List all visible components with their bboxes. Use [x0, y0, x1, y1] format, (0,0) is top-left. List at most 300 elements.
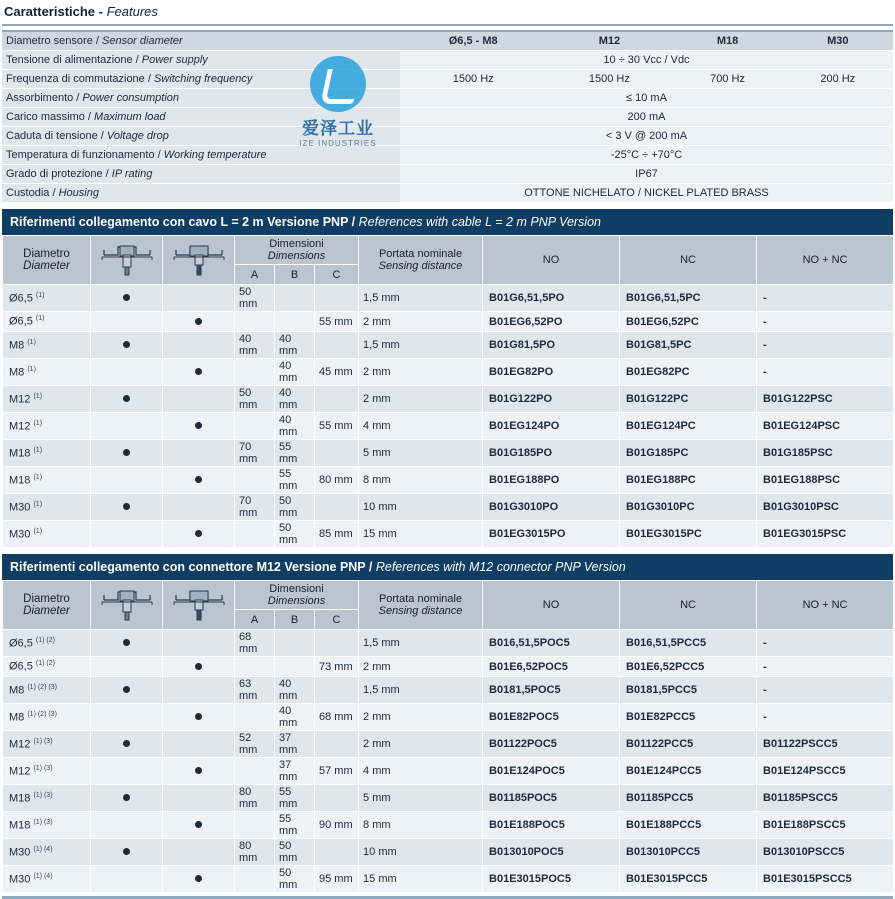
row-dim-b [275, 312, 315, 332]
row-diameter: M18 $^{(1)}$ [3, 467, 91, 494]
row-type-1 [91, 704, 163, 731]
row-code-nc: B01EG188PC [620, 467, 757, 494]
features-row [2, 89, 893, 108]
table-row [3, 467, 894, 494]
row-code-no: B01E82POC5 [483, 704, 620, 731]
row-code-no-nc: B01G122PSC [757, 386, 894, 413]
table-row [3, 332, 894, 359]
row-code-nc: B01EG82PC [620, 359, 757, 386]
sensor-pictogram-angled [172, 241, 226, 279]
row-dim-a [235, 758, 275, 785]
row-dim-b [275, 285, 315, 312]
row-dim-c: 55 mm [315, 413, 359, 440]
row-dim-a [235, 521, 275, 548]
features-table [2, 30, 893, 203]
row-sensing-distance: 15 mm [359, 866, 483, 893]
table-row [3, 359, 894, 386]
row-type-1 [91, 785, 163, 812]
row-dim-b: 50 mm [275, 866, 315, 893]
row-code-nc: B01185PCC5 [620, 785, 757, 812]
row-diameter: Ø6,5 $^{(1)}$ [3, 285, 91, 312]
row-dim-b: 50 mm [275, 494, 315, 521]
features-row [2, 51, 893, 70]
row-dim-b: 37 mm [275, 731, 315, 758]
row-sensing-distance: 10 mm [359, 839, 483, 866]
features-header-col-1: M12 [546, 32, 672, 51]
reference-table [2, 580, 894, 893]
row-dim-c: 57 mm [315, 758, 359, 785]
page-title [0, 0, 895, 24]
row-dim-a [235, 812, 275, 839]
row-type-1 [91, 285, 163, 312]
table-row [3, 785, 894, 812]
row-code-no-nc: B01G185PSC [757, 440, 894, 467]
row-dim-c [315, 630, 359, 657]
row-footnote: (1) (3) [33, 764, 53, 772]
row-dim-a: 50 mm [235, 386, 275, 413]
row-code-no-nc: - [757, 630, 894, 657]
sensor-pictogram-straight [100, 241, 154, 279]
row-diameter: M12 $^{(1)}$ [3, 386, 91, 413]
features-row [2, 108, 893, 127]
row-type-1 [91, 359, 163, 386]
row-type-2 [163, 704, 235, 731]
row-dim-c: 80 mm [315, 467, 359, 494]
row-dim-c: 85 mm [315, 521, 359, 548]
row-code-no: B01EG188PO [483, 467, 620, 494]
row-dim-c: 95 mm [315, 866, 359, 893]
row-sensing-distance: 5 mm [359, 785, 483, 812]
row-type-2 [163, 866, 235, 893]
row-sensing-distance: 2 mm [359, 386, 483, 413]
row-sensing-distance: 1,5 mm [359, 285, 483, 312]
row-diameter: M8 $^{(1)}$ [3, 332, 91, 359]
row-dim-c [315, 731, 359, 758]
row-diameter: M12 $^{(1) (3)}$ [3, 758, 91, 785]
row-footnote: (1) [33, 392, 43, 400]
header-diameter: Diametro Diameter [3, 581, 91, 630]
row-type-2 [163, 630, 235, 657]
row-footnote: (1) (2) (3) [27, 683, 57, 691]
section-banner-italic: References with M12 connector PNP Version [375, 560, 626, 574]
row-sensing-distance: 4 mm [359, 413, 483, 440]
selection-dot [123, 848, 130, 855]
row-code-no: B013010POC5 [483, 839, 620, 866]
row-sensing-distance: 8 mm [359, 812, 483, 839]
row-dim-a [235, 866, 275, 893]
row-footnote: (1) (3) [33, 737, 53, 745]
row-code-no-nc: - [757, 332, 894, 359]
row-dim-c [315, 785, 359, 812]
row-code-nc: B016,51,5PCC5 [620, 630, 757, 657]
row-code-no: B01G122PO [483, 386, 620, 413]
row-dim-a: 40 mm [235, 332, 275, 359]
row-dim-a [235, 657, 275, 677]
row-code-no-nc: B01G3010PSC [757, 494, 894, 521]
row-code-no: B016,51,5POC5 [483, 630, 620, 657]
section-banner-sep: / [348, 215, 359, 229]
row-type-1 [91, 630, 163, 657]
row-sensing-distance: 2 mm [359, 312, 483, 332]
row-dim-c [315, 285, 359, 312]
selection-dot [195, 318, 202, 325]
row-diameter: Ø6,5 $^{(1) (2)}$ [3, 657, 91, 677]
features-row-value-0: 1500 Hz [400, 70, 546, 89]
row-diameter: Ø6,5 $^{(1) (2)}$ [3, 630, 91, 657]
header-sensing-distance: Portata nominale Sensing distance [359, 581, 483, 630]
features-row-label: Tensione di alimentazione / Power supply [2, 51, 400, 70]
row-type-2 [163, 677, 235, 704]
row-sensing-distance: 1,5 mm [359, 332, 483, 359]
selection-dot [123, 686, 130, 693]
row-dim-b: 55 mm [275, 785, 315, 812]
section-banner [2, 554, 893, 580]
row-type-2 [163, 731, 235, 758]
table-row [3, 758, 894, 785]
row-code-nc: B01G122PC [620, 386, 757, 413]
row-footnote: (1) [33, 527, 43, 535]
features-row-value: < 3 V @ 200 mA [400, 127, 893, 146]
row-type-2 [163, 413, 235, 440]
row-footnote: (1) (4) [33, 872, 53, 880]
row-diameter: M30 $^{(1)}$ [3, 494, 91, 521]
row-code-no-nc: - [757, 312, 894, 332]
header-no: NO [483, 581, 620, 630]
row-dim-a [235, 359, 275, 386]
table-row [3, 731, 894, 758]
row-code-nc: B01G185PC [620, 440, 757, 467]
table-row [3, 866, 894, 893]
header-dim-c: C [315, 265, 359, 285]
row-dim-b: 37 mm [275, 758, 315, 785]
row-code-no-nc: - [757, 359, 894, 386]
row-code-nc: B01E3015PCC5 [620, 866, 757, 893]
features-row-label: Frequenza di commutazione / Switching frequency [2, 70, 400, 89]
row-footnote: (1) (2) [35, 660, 55, 668]
row-code-no-nc: B01185PSCC5 [757, 785, 894, 812]
row-dim-b: 50 mm [275, 839, 315, 866]
row-footnote: (1) (2) (3) [27, 710, 57, 718]
row-code-nc: B01E6,52PCC5 [620, 657, 757, 677]
row-code-nc: B01122PCC5 [620, 731, 757, 758]
row-code-no-nc: B01EG3015PSC [757, 521, 894, 548]
row-type-2 [163, 494, 235, 521]
row-sensing-distance: 2 mm [359, 731, 483, 758]
reference-sections [0, 209, 895, 893]
reference-header-row [3, 236, 894, 265]
row-type-1 [91, 467, 163, 494]
selection-dot [123, 794, 130, 801]
reference-header-row [3, 581, 894, 610]
row-dim-a [235, 467, 275, 494]
features-row-value-2: 700 Hz [672, 70, 782, 89]
selection-dot [123, 639, 130, 646]
row-dim-b [275, 657, 315, 677]
selection-dot [195, 368, 202, 375]
row-type-2 [163, 657, 235, 677]
selection-dot [195, 767, 202, 774]
row-type-1 [91, 657, 163, 677]
row-code-no-nc: - [757, 285, 894, 312]
row-dim-c [315, 494, 359, 521]
row-type-2 [163, 812, 235, 839]
row-code-no-nc: B01122PSCC5 [757, 731, 894, 758]
row-sensing-distance: 8 mm [359, 467, 483, 494]
row-type-1 [91, 866, 163, 893]
row-type-1 [91, 413, 163, 440]
selection-dot [195, 422, 202, 429]
row-type-1 [91, 521, 163, 548]
row-dim-b: 40 mm [275, 704, 315, 731]
row-code-no: B01G3010PO [483, 494, 620, 521]
row-diameter: Ø6,5 $^{(1)}$ [3, 312, 91, 332]
selection-dot [195, 663, 202, 670]
features-header-col-0: Ø6,5 - M8 [400, 32, 546, 51]
row-code-no: B01EG82PO [483, 359, 620, 386]
table-row [3, 440, 894, 467]
row-code-nc: B01EG3015PC [620, 521, 757, 548]
features-row-label: Grado di protezione / IP rating [2, 165, 400, 184]
table-row [3, 494, 894, 521]
row-dim-a: 52 mm [235, 731, 275, 758]
row-type-1 [91, 812, 163, 839]
row-code-no: B01EG3015PO [483, 521, 620, 548]
title-divider [2, 24, 893, 26]
table-row [3, 312, 894, 332]
row-type-1 [91, 758, 163, 785]
row-diameter: M18 $^{(1)}$ [3, 440, 91, 467]
row-type-2 [163, 332, 235, 359]
row-dim-a [235, 413, 275, 440]
selection-dot [123, 740, 130, 747]
table-row [3, 839, 894, 866]
table-row [3, 630, 894, 657]
header-nc: NC [620, 236, 757, 285]
features-row-label: Assorbimento / Power consumption [2, 89, 400, 108]
table-row [3, 386, 894, 413]
header-pictogram-2 [163, 581, 235, 630]
row-dim-a [235, 704, 275, 731]
row-dim-c: 45 mm [315, 359, 359, 386]
reference-table [2, 235, 894, 548]
row-type-1 [91, 494, 163, 521]
row-dim-b: 55 mm [275, 467, 315, 494]
selection-dot [123, 341, 130, 348]
row-sensing-distance: 4 mm [359, 758, 483, 785]
table-row [3, 521, 894, 548]
row-dim-b: 40 mm [275, 386, 315, 413]
logo-name-en: IZE INDUSTRIES [299, 139, 377, 148]
row-type-2 [163, 467, 235, 494]
features-row [2, 70, 893, 89]
selection-dot [195, 530, 202, 537]
row-dim-b [275, 630, 315, 657]
features-row-value-1: 1500 Hz [546, 70, 672, 89]
row-code-no: B01E188POC5 [483, 812, 620, 839]
row-footnote: (1) [27, 365, 36, 373]
header-no-nc: NO + NC [757, 236, 894, 285]
row-code-no-nc: B01EG188PSC [757, 467, 894, 494]
header-dim-b: B [275, 265, 315, 285]
row-type-2 [163, 758, 235, 785]
row-dim-a [235, 312, 275, 332]
row-code-no: B01G6,51,5PO [483, 285, 620, 312]
row-type-1 [91, 386, 163, 413]
row-diameter: M30 $^{(1) (4)}$ [3, 839, 91, 866]
row-dim-b: 40 mm [275, 677, 315, 704]
row-footnote: (1) (3) [33, 791, 53, 799]
section-banner-sep: / [365, 560, 376, 574]
header-nc: NC [620, 581, 757, 630]
row-sensing-distance: 15 mm [359, 521, 483, 548]
table-row [3, 413, 894, 440]
row-dim-c [315, 677, 359, 704]
row-code-nc: B01E124PCC5 [620, 758, 757, 785]
row-sensing-distance: 2 mm [359, 704, 483, 731]
table-row [3, 704, 894, 731]
row-sensing-distance: 2 mm [359, 657, 483, 677]
table-row [3, 285, 894, 312]
header-pictogram-1 [91, 236, 163, 285]
row-code-no: B01185POC5 [483, 785, 620, 812]
row-code-no: B01G81,5PO [483, 332, 620, 359]
row-code-no: B01E124POC5 [483, 758, 620, 785]
features-row [2, 165, 893, 184]
row-type-2 [163, 521, 235, 548]
row-sensing-distance: 2 mm [359, 359, 483, 386]
features-row [2, 127, 893, 146]
row-dim-b: 55 mm [275, 440, 315, 467]
row-diameter: M8 $^{(1)}$ [3, 359, 91, 386]
row-sensing-distance: 10 mm [359, 494, 483, 521]
features-header-label: Diametro sensore / Sensor diameter [2, 32, 400, 51]
row-code-nc: B0181,5PCC5 [620, 677, 757, 704]
header-pictogram-2 [163, 236, 235, 285]
header-dim-c: C [315, 610, 359, 630]
row-code-no: B01EG6,52PO [483, 312, 620, 332]
row-code-no: B01122POC5 [483, 731, 620, 758]
row-dim-c: 68 mm [315, 704, 359, 731]
header-sensing-distance: Portata nominale Sensing distance [359, 236, 483, 285]
features-row-value: ≤ 10 mA [400, 89, 893, 108]
section-banner-bold: Riferimenti collegamento con cavo L = 2 m Versione PNP [10, 215, 349, 229]
row-footnote: (1) [27, 338, 36, 346]
features-header-col-3: M30 [783, 32, 893, 51]
row-code-nc: B01EG124PC [620, 413, 757, 440]
row-type-1 [91, 677, 163, 704]
selection-dot [123, 395, 130, 402]
row-code-no: B01E6,52POC5 [483, 657, 620, 677]
row-type-1 [91, 731, 163, 758]
row-diameter: M30 $^{(1)}$ [3, 521, 91, 548]
row-code-nc: B01E82PCC5 [620, 704, 757, 731]
features-row-value-3: 200 Hz [783, 70, 893, 89]
row-type-1 [91, 332, 163, 359]
row-dim-a: 70 mm [235, 494, 275, 521]
row-footnote: (1) [33, 473, 43, 481]
header-diameter: Diametro Diameter [3, 236, 91, 285]
row-footnote: (1) (4) [33, 845, 53, 853]
selection-dot [195, 821, 202, 828]
row-dim-a: 68 mm [235, 630, 275, 657]
row-diameter: M12 $^{(1)}$ [3, 413, 91, 440]
features-row-label: Temperatura di funzionamento / Working temperature [2, 146, 400, 165]
features-row-value: -25°C ÷ +70°C [400, 146, 893, 165]
row-code-no-nc: - [757, 657, 894, 677]
row-diameter: M12 $^{(1) (3)}$ [3, 731, 91, 758]
header-dim-b: B [275, 610, 315, 630]
row-dim-b: 55 mm [275, 812, 315, 839]
row-code-nc: B01G81,5PC [620, 332, 757, 359]
row-code-nc: B01G6,51,5PC [620, 285, 757, 312]
row-type-1 [91, 839, 163, 866]
row-code-nc: B013010PCC5 [620, 839, 757, 866]
row-code-no-nc: - [757, 677, 894, 704]
row-dim-a: 63 mm [235, 677, 275, 704]
header-dim-a: A [235, 265, 275, 285]
row-sensing-distance: 5 mm [359, 440, 483, 467]
row-diameter: M8 $^{(1) (2) (3)}$ [3, 704, 91, 731]
row-dim-b: 50 mm [275, 521, 315, 548]
row-code-no-nc: - [757, 704, 894, 731]
row-dim-b: 40 mm [275, 413, 315, 440]
row-code-no-nc: B01E124PSCC5 [757, 758, 894, 785]
features-row-value: 10 ÷ 30 Vcc / Vdc [400, 51, 893, 70]
features-row [2, 184, 893, 203]
row-code-no: B01E3015POC5 [483, 866, 620, 893]
row-code-nc: B01G3010PC [620, 494, 757, 521]
features-row-label: Carico massimo / Maximum load [2, 108, 400, 127]
row-footnote: (1) [35, 315, 45, 323]
row-code-nc: B01EG6,52PC [620, 312, 757, 332]
row-dim-c [315, 332, 359, 359]
section-banner-italic: References with cable L = 2 m PNP Version [358, 215, 601, 229]
page-title-sep: - [95, 4, 107, 19]
row-type-2 [163, 839, 235, 866]
table-row [3, 812, 894, 839]
row-diameter: M8 $^{(1) (2) (3)}$ [3, 677, 91, 704]
header-dimensions: Dimensioni Dimensions [235, 581, 359, 610]
row-footnote: (1) (3) [33, 818, 53, 826]
row-code-no: B01EG124PO [483, 413, 620, 440]
selection-dot [123, 294, 130, 301]
row-dim-a: 80 mm [235, 785, 275, 812]
features-row-value: OTTONE NICHELATO / NICKEL PLATED BRASS [400, 184, 893, 203]
row-type-2 [163, 359, 235, 386]
table-row [3, 677, 894, 704]
row-dim-c: 90 mm [315, 812, 359, 839]
features-row-label: Custodia / Housing [2, 184, 400, 203]
features-header-col-2: M18 [672, 32, 782, 51]
row-sensing-distance: 1,5 mm [359, 677, 483, 704]
page-title-bold: Caratteristiche [4, 4, 96, 19]
selection-dot [195, 476, 202, 483]
row-type-2 [163, 386, 235, 413]
row-code-no-nc: B01EG124PSC [757, 413, 894, 440]
row-footnote: (1) [33, 500, 43, 508]
row-dim-c [315, 839, 359, 866]
row-sensing-distance: 1,5 mm [359, 630, 483, 657]
row-dim-c [315, 440, 359, 467]
row-code-nc: B01E188PCC5 [620, 812, 757, 839]
row-footnote: (1) [33, 419, 43, 427]
sensor-pictogram-straight [100, 586, 154, 624]
page-title-italic: Features [106, 4, 158, 19]
row-footnote: (1) (2) [35, 636, 55, 644]
selection-dot [195, 875, 202, 882]
row-dim-c [315, 386, 359, 413]
row-type-1 [91, 440, 163, 467]
